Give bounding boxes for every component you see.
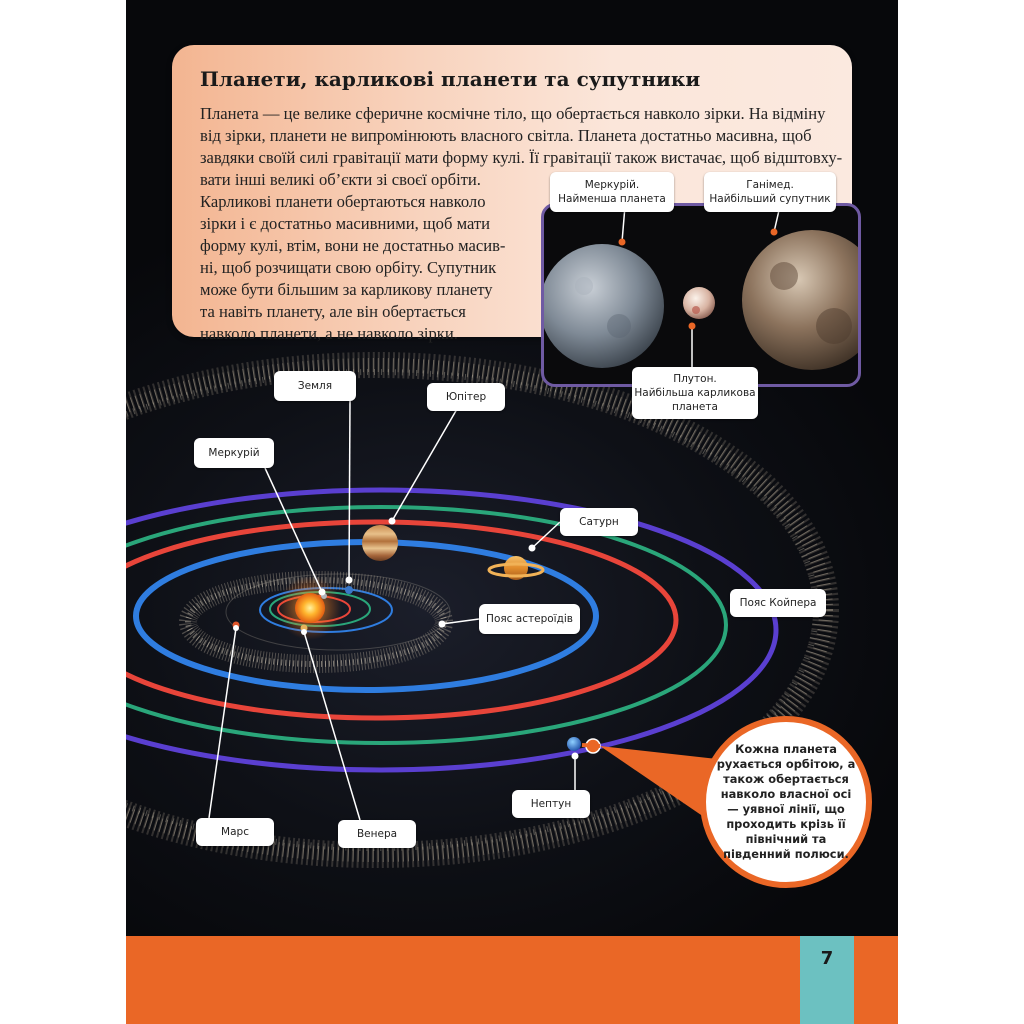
paragraph-line: може бути більшим за карликову планету xyxy=(200,280,493,299)
page xyxy=(126,0,898,1024)
label-kuiper-belt: Пояс Койпера xyxy=(730,589,826,617)
paragraph-line: завдяки своїй силі гравітації мати форму кулі. Її гравітації також вистачає, щоб відштовху- xyxy=(200,148,843,167)
planet-earth xyxy=(345,586,353,594)
footer-bar xyxy=(126,936,898,1024)
mercury-image xyxy=(544,244,664,368)
label-asteroid-belt: Пояс астероїдів xyxy=(479,604,580,634)
paragraph-line: від зірки, планети не випромінюють власного світла. Планета достатньо масивна, щоб xyxy=(200,126,812,145)
page-number-box xyxy=(800,936,854,1024)
label-mars: Марс xyxy=(196,818,274,846)
paragraph-line: та навіть планету, але він обертається xyxy=(200,302,466,321)
label-pluto-largest-dwarf-planet: Плутон. Найбільша карликова планета xyxy=(632,367,758,419)
label-neptune: Нептун xyxy=(512,790,590,818)
planet-jupiter xyxy=(362,525,398,561)
label-jupiter: Юпітер xyxy=(427,383,505,411)
planet-neptune xyxy=(567,737,581,751)
pluto-image xyxy=(683,287,715,319)
paragraph-line: навколо планети, а не навколо зірки. xyxy=(200,324,458,343)
callout-text: Кожна планета рухається орбітою, а також обертається навколо власної осі — уявної лінії, що проходить крізь її північний та південний полюси. xyxy=(716,742,856,861)
paragraph-line: зірки і є достатньо масивними, щоб мати xyxy=(200,214,491,233)
size-comparison-inset xyxy=(541,203,861,387)
label-venus: Венера xyxy=(338,820,416,848)
ganymede-image xyxy=(742,230,858,370)
page-number: 7 xyxy=(820,948,834,969)
paragraph-line: Планета — це велике сферичне космічне тіло, що обертається навколо зірки. На відміну xyxy=(200,104,826,123)
paragraph-line: ні, щоб розчищати свою орбіту. Супутник xyxy=(200,258,497,277)
paragraph-line: форму кулі, втім, вони не достатньо масив- xyxy=(200,236,506,255)
paragraph-line: Карликові планети обертаються навколо xyxy=(200,192,486,211)
label-earth: Земля xyxy=(274,371,356,401)
sun xyxy=(295,593,325,623)
rotation-callout xyxy=(700,716,872,888)
label-mercury: Меркурій xyxy=(194,438,274,468)
label-ganymede-largest-moon: Ганімед. Найбільший супутник xyxy=(704,172,836,212)
page-title: Планети, карликові планети та супутники xyxy=(200,67,701,91)
paragraph-line: вати інші великі об’єкти зі своєї орбіти. xyxy=(200,170,481,189)
label-saturn: Сатурн xyxy=(560,508,638,536)
orbits xyxy=(126,490,776,770)
label-mercury-smallest-planet: Меркурій. Найменша планета xyxy=(550,172,674,212)
inset-illustration xyxy=(544,206,858,384)
